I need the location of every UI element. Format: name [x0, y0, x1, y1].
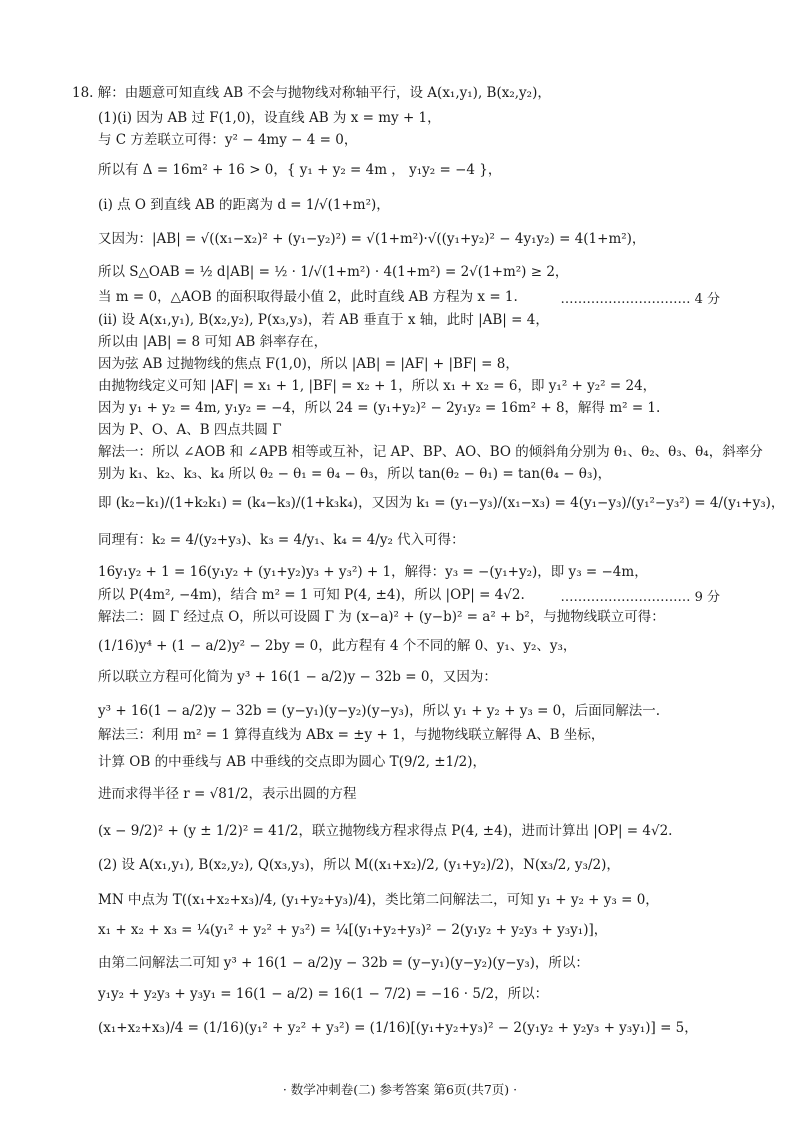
solution-line: 因为 P、O、A、B 四点共圆 Γ	[98, 422, 282, 438]
score-marker: ………………………… 4 分	[560, 292, 720, 307]
solution-line: (x₁+x₂+x₃)/4 = (1/16)(y₁² + y₂² + y₃²) = (1/16)[(y₁+y₂+y₃)² − 2(y₁y₂ + y₂y₃ + y₃y₁)] = 5，	[98, 1020, 698, 1036]
solution-line: 解法二：圆 Γ 经过点 O，所以可设圆 Γ 为 (x−a)² + (y−b)² = a² + b²，与抛物线联立可得：	[98, 609, 665, 625]
solution-line: y₁y₂ + y₂y₃ + y₃y₁ = 16(1 − a/2) = 16(1 − 7/2) = −16 · 5/2，所以：	[98, 986, 549, 1002]
solution-line: 计算 OB 的中垂线与 AB 中垂线的交点即为圆心 T(9/2, ±1/2)，	[98, 754, 486, 770]
score-marker: ………………………… 9 分	[560, 590, 720, 605]
solution-line: 由第二问解法二可知 y³ + 16(1 − a/2)y − 32b = (y−y₁)(y−y₂)(y−y₃)，所以：	[98, 955, 589, 971]
solution-line: (1/16)y⁴ + (1 − a/2)y² − 2by = 0，此方程有 4 个不同的解 0、y₁、y₂、y₃，	[98, 638, 577, 654]
solution-line: y³ + 16(1 − a/2)y − 32b = (y−y₁)(y−y₂)(y−y₃)，所以 y₁ + y₂ + y₃ = 0，后面同解法一.	[98, 703, 661, 719]
solution-line: 所以有 Δ = 16m² + 16 > 0，{ y₁ + y₂ = 4m ， y₁y₂ = −4 }，	[98, 162, 502, 178]
solution-line: (1)(i) 因为 AB 过 F(1,0)，设直线 AB 为 x = my + 1，	[98, 110, 441, 126]
solution-line: MN 中点为 T((x₁+x₂+x₃)/4, (y₁+y₂+y₃)/4)，类比第二问解法二，可知 y₁ + y₂ + y₃ = 0，	[98, 892, 659, 908]
solution-line: 与 C 方差联立可得：y² − 4my − 4 = 0，	[98, 132, 358, 148]
solution-line: 别为 k₁、k₂、k₃、k₄ 所以 θ₂ − θ₁ = θ₄ − θ₃，所以 tan(θ₂ − θ₁) = tan(θ₄ − θ₃)，	[98, 466, 612, 482]
solution-line: 解法三：利用 m² = 1 算得直线为 ABx = ±y + 1，与抛物线联立解得 A、B 坐标，	[98, 727, 605, 743]
solution-line: (2) 设 A(x₁,y₁), B(x₂,y₂), Q(x₃,y₃)，所以 M((x₁+x₂)/2, (y₁+y₂)/2)，N(x₃/2, y₃/2)，	[98, 857, 620, 873]
solution-line: 因为 y₁ + y₂ = 4m, y₁y₂ = −4，所以 24 = (y₁+y₂)² − 2y₁y₂ = 16m² + 8，解得 m² = 1.	[98, 400, 661, 416]
solution-line: (i) 点 O 到直线 AB 的距离为 d = 1/√(1+m²)，	[98, 197, 390, 213]
solution-line: 所以由 |AB| = 8 可知 AB 斜率存在，	[98, 334, 328, 350]
solution-line: (ii) 设 A(x₁,y₁), B(x₂,y₂), P(x₃,y₃)，若 AB 垂直于 x 轴，此时 |AB| = 4，	[98, 312, 549, 328]
solution-line: 16y₁y₂ + 1 = 16(y₁y₂ + (y₁+y₂)y₃ + y₃²) + 1，解得：y₃ = −(y₁+y₂)，即 y₃ = −4m，	[98, 564, 648, 580]
solution-line: 同理有：k₂ = 4/(y₂+y₃)、k₃ = 4/y₁、k₄ = 4/y₂ 代入可得：	[98, 532, 465, 548]
solution-line: 所以 P(4m², −4m)，结合 m² = 1 可知 P(4, ±4)，所以 |OP| = 4√2.	[98, 587, 525, 603]
page-footer: · 数学冲刺卷(二) 参考答案 第6页(共7页) ·	[282, 1082, 518, 1097]
solution-line: 进而求得半径 r = √81/2，表示出圆的方程	[98, 786, 357, 802]
solution-line: 又因为：|AB| = √((x₁−x₂)² + (y₁−y₂)²) = √(1+m²)·√((y₁+y₂)² − 4y₁y₂) = 4(1+m²)，	[98, 231, 646, 247]
solution-line: 因为弦 AB 过抛物线的焦点 F(1,0)，所以 |AB| = |AF| + |BF| = 8，	[98, 356, 519, 372]
solution-line: 18. 解：由题意可知直线 AB 不会与抛物线对称轴平行，设 A(x₁,y₁), B(x₂,y₂)，	[72, 85, 551, 101]
solution-line: 所以 S△OAB = ½ d|AB| = ½ · 1/√(1+m²) · 4(1+m²) = 2√(1+m²) ≥ 2，	[98, 264, 569, 280]
solution-line: 由抛物线定义可知 |AF| = x₁ + 1, |BF| = x₂ + 1，所以 x₁ + x₂ = 6，即 y₁² + y₂² = 24，	[98, 378, 657, 394]
solution-line: x₁ + x₂ + x₃ = ¼(y₁² + y₂² + y₃²) = ¼[(y₁+y₂+y₃)² − 2(y₁y₂ + y₂y₃ + y₃y₁)]，	[98, 922, 608, 938]
solution-line: 当 m = 0，△AOB 的面积取得最小值 2，此时直线 AB 方程为 x = 1.	[98, 289, 518, 305]
solution-line: 解法一：所以 ∠AOB 和 ∠APB 相等或互补，记 AP、BP、AO、BO 的倾斜角分别为 θ₁、θ₂、θ₃、θ₄，斜率分	[98, 444, 763, 460]
solution-line: 所以联立方程可化简为 y³ + 16(1 − a/2)y − 32b = 0，又因为：	[98, 669, 497, 685]
solution-line: (x − 9/2)² + (y ± 1/2)² = 41/2，联立抛物线方程求得点 P(4, ±4)，进而计算出 |OP| = 4√2.	[98, 823, 673, 839]
solution-line: 即 (k₂−k₁)/(1+k₂k₁) = (k₄−k₃)/(1+k₃k₄)，又因为 k₁ = (y₁−y₃)/(x₁−x₃) = 4(y₁−y₃)/(y₁²−y₃²) = 4/(y₁+y₃)，	[98, 495, 785, 511]
